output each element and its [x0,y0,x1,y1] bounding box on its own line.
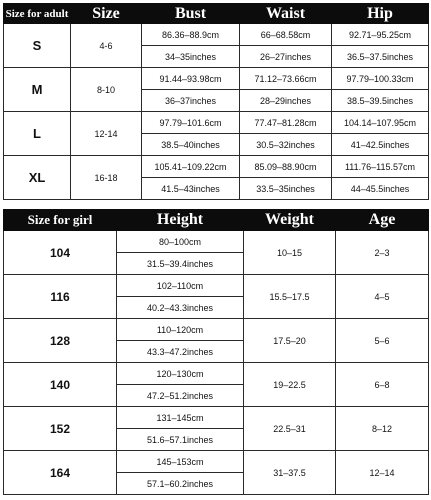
height-inches: 31.5–39.4inches [117,253,244,275]
hip-inches: 36.5–37.5inches [332,46,429,68]
waist-cm: 77.47–81.28cm [240,112,332,134]
age-value: 4–5 [336,275,429,319]
waist-inches: 30.5–32inches [240,134,332,156]
height-inches: 51.6–57.1inches [117,429,244,451]
girl-size-label: 104 [4,231,117,275]
height-cm: 131–145cm [117,407,244,429]
girl-size-table [3,209,429,495]
girl-header-row [4,210,429,231]
bust-cm: 105.41–109.22cm [142,156,240,178]
header-size-for-girl: Size for girl [4,210,117,231]
adult-size-range: 16-18 [71,156,142,200]
adult-size-label: M [4,68,71,112]
height-cm: 110–120cm [117,319,244,341]
age-value: 8–12 [336,407,429,451]
bust-inches: 34–35inches [142,46,240,68]
height-inches: 43.3–47.2inches [117,341,244,363]
waist-inches: 26–27inches [240,46,332,68]
header-age: Age [336,210,429,231]
hip-cm: 92.71–95.25cm [332,24,429,46]
bust-inches: 36–37inches [142,90,240,112]
hip-cm: 97.79–100.33cm [332,68,429,90]
adult-size-range: 4-6 [71,24,142,68]
header-bust: Bust [142,4,240,24]
age-value: 6–8 [336,363,429,407]
girl-size-label: 140 [4,363,117,407]
waist-cm: 85.09–88.90cm [240,156,332,178]
age-value: 2–3 [336,231,429,275]
bust-inches: 38.5–40inches [142,134,240,156]
adult-header-row [4,4,429,24]
waist-cm: 71.12–73.66cm [240,68,332,90]
adult-size-range: 12-14 [71,112,142,156]
bust-cm: 91.44–93.98cm [142,68,240,90]
height-cm: 80–100cm [117,231,244,253]
adult-size-label: S [4,24,71,68]
height-inches: 57.1–60.2inches [117,473,244,495]
height-cm: 145–153cm [117,451,244,473]
weight-value: 22.5–31 [244,407,336,451]
hip-cm: 111.76–115.57cm [332,156,429,178]
header-size: Size [71,4,142,24]
adult-row-l [4,112,429,134]
adult-size-range: 8-10 [71,68,142,112]
adult-size-label: L [4,112,71,156]
bust-inches: 41.5–43inches [142,178,240,200]
adult-size-table [3,3,429,200]
waist-cm: 66–68.58cm [240,24,332,46]
header-size-for-adult: Size for adult [4,4,71,24]
height-inches: 47.2–51.2inches [117,385,244,407]
waist-inches: 28–29inches [240,90,332,112]
hip-inches: 41–42.5inches [332,134,429,156]
girl-row-164 [4,451,429,473]
height-cm: 102–110cm [117,275,244,297]
girl-size-label: 128 [4,319,117,363]
adult-row-m [4,68,429,90]
header-waist: Waist [240,4,332,24]
bust-cm: 97.79–101.6cm [142,112,240,134]
adult-row-xl [4,156,429,178]
waist-inches: 33.5–35inches [240,178,332,200]
girl-row-104 [4,231,429,253]
header-height: Height [117,210,244,231]
weight-value: 19–22.5 [244,363,336,407]
header-hip: Hip [332,4,429,24]
girl-row-116 [4,275,429,297]
weight-value: 31–37.5 [244,451,336,495]
hip-cm: 104.14–107.95cm [332,112,429,134]
weight-value: 15.5–17.5 [244,275,336,319]
girl-row-140 [4,363,429,385]
hip-inches: 38.5–39.5inches [332,90,429,112]
adult-row-s [4,24,429,46]
age-value: 12–14 [336,451,429,495]
weight-value: 17.5–20 [244,319,336,363]
header-weight: Weight [244,210,336,231]
adult-size-label: XL [4,156,71,200]
girl-size-label: 164 [4,451,117,495]
age-value: 5–6 [336,319,429,363]
girl-size-label: 116 [4,275,117,319]
girl-row-128 [4,319,429,341]
girl-size-label: 152 [4,407,117,451]
height-inches: 40.2–43.3inches [117,297,244,319]
height-cm: 120–130cm [117,363,244,385]
girl-row-152 [4,407,429,429]
weight-value: 10–15 [244,231,336,275]
hip-inches: 44–45.5inches [332,178,429,200]
bust-cm: 86.36–88.9cm [142,24,240,46]
